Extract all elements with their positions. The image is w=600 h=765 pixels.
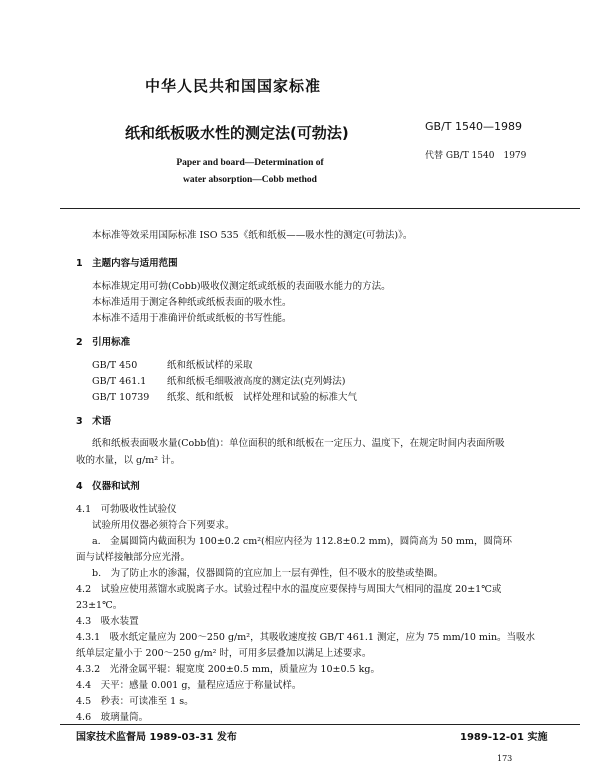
item-4-1: 4.1 可勃吸收性试验仪 <box>76 504 177 515</box>
section-2-heading: 2 引用标准 <box>76 337 131 348</box>
item-4-3: 4.3 吸水装置 <box>76 616 139 627</box>
item-4-6: 4.6 玻璃量筒。 <box>76 712 149 723</box>
reference-item <box>92 373 345 387</box>
effective-date: 1989-12-01 实施 <box>460 732 548 743</box>
reference-code: GB/T 450 <box>92 360 138 371</box>
item-4-3-1-line-1: 4.3.1 吸水纸定量应为 200～250 g/m²，其吸收速度按 GB/T 461.1 测定，应为 75 mm/10 min。当吸水 <box>76 632 536 643</box>
section-1-para-2: 本标准适用于测定各种纸或纸板表面的吸水性。 <box>92 297 292 308</box>
section-1-heading: 1 主题内容与适用范围 <box>76 258 178 269</box>
item-4-2-line-2: 23±1℃。 <box>76 600 123 611</box>
term-definition-line-2: 收的水量，以 g/m² 计。 <box>76 455 181 466</box>
page-number: 173 <box>497 754 513 763</box>
footer-divider <box>60 724 580 725</box>
item-4-1-note: 试验所用仪器必须符合下列要求。 <box>92 520 235 531</box>
intro-text: 本标准等效采用国际标准 ISO 535《纸和纸板——吸水性的测定(可勃法)》。 <box>92 230 413 241</box>
reference-item <box>92 389 357 403</box>
standard-code: GB/T 1540—1989 <box>425 120 522 133</box>
english-title-line1: Paper and board—Determination of <box>176 158 324 168</box>
section-4-heading: 4 仪器和试剂 <box>76 481 140 492</box>
reference-item <box>92 357 253 371</box>
document-title: 纸和纸板吸水性的测定法(可勃法) <box>125 124 349 142</box>
reference-title: 纸浆、纸和纸板 试样处理和试验的标准大气 <box>167 392 358 403</box>
item-4-1-a-line-1: a. 金属圆筒内截面积为 100±0.2 cm²(相应内径为 112.8±0.2 mm)，圆筒高为 50 mm，圆筒环 <box>92 536 512 547</box>
issuer-date: 国家技术监督局 1989-03-31 发布 <box>76 732 237 743</box>
item-4-1-b: b. 为了防止水的渗漏，仪器圆筒的宜应加上一层有弹性，但不吸水的胶垫或垫圈。 <box>92 568 444 579</box>
header-divider <box>60 208 580 209</box>
item-4-1-a-line-2: 面与试样接触部分应光滑。 <box>76 552 191 563</box>
reference-title: 纸和纸板毛细吸液高度的测定法(克列姆法) <box>167 376 346 387</box>
english-title-line2: water absorption—Cobb method <box>183 175 317 185</box>
term-definition-line-1: 纸和纸板表面吸水量(Cobb值)：单位面积的纸和纸板在一定压力、温度下，在规定时间内表面所吸 <box>92 438 505 449</box>
section-1-para-3: 本标准不适用于准确评价纸或纸板的书写性能。 <box>92 313 292 324</box>
section-1-para-1: 本标准规定用可勃(Cobb)吸收仪测定纸或纸板的表面吸水能力的方法。 <box>92 281 391 292</box>
section-3-heading: 3 术语 <box>76 416 112 427</box>
reference-title: 纸和纸板试样的采取 <box>167 360 253 371</box>
replaces-code: 代替 GB/T 1540 1979 <box>425 151 527 161</box>
item-4-5: 4.5 秒表：可读准至 1 s。 <box>76 696 194 707</box>
item-4-3-1-line-2: 纸单层定量小于 200～250 g/m² 时，可用多层叠加以满足上述要求。 <box>76 648 372 659</box>
item-4-4: 4.4 天平：感量 0.001 g，量程应适应于称量试样。 <box>76 680 302 691</box>
item-4-2-line-1: 4.2 试验应使用蒸馏水或脱离子水。试验过程中水的温度应要保持与周围大气相同的温度 20±1℃或 <box>76 584 502 595</box>
reference-code: GB/T 461.1 <box>92 376 147 387</box>
standard-title: 中华人民共和国国家标准 <box>145 77 322 95</box>
reference-code: GB/T 10739 <box>92 392 150 403</box>
english-title <box>150 155 350 189</box>
item-4-3-2: 4.3.2 光滑金属平辊：辊宽度 200±0.5 mm，质量应为 10±0.5 kg。 <box>76 664 380 675</box>
